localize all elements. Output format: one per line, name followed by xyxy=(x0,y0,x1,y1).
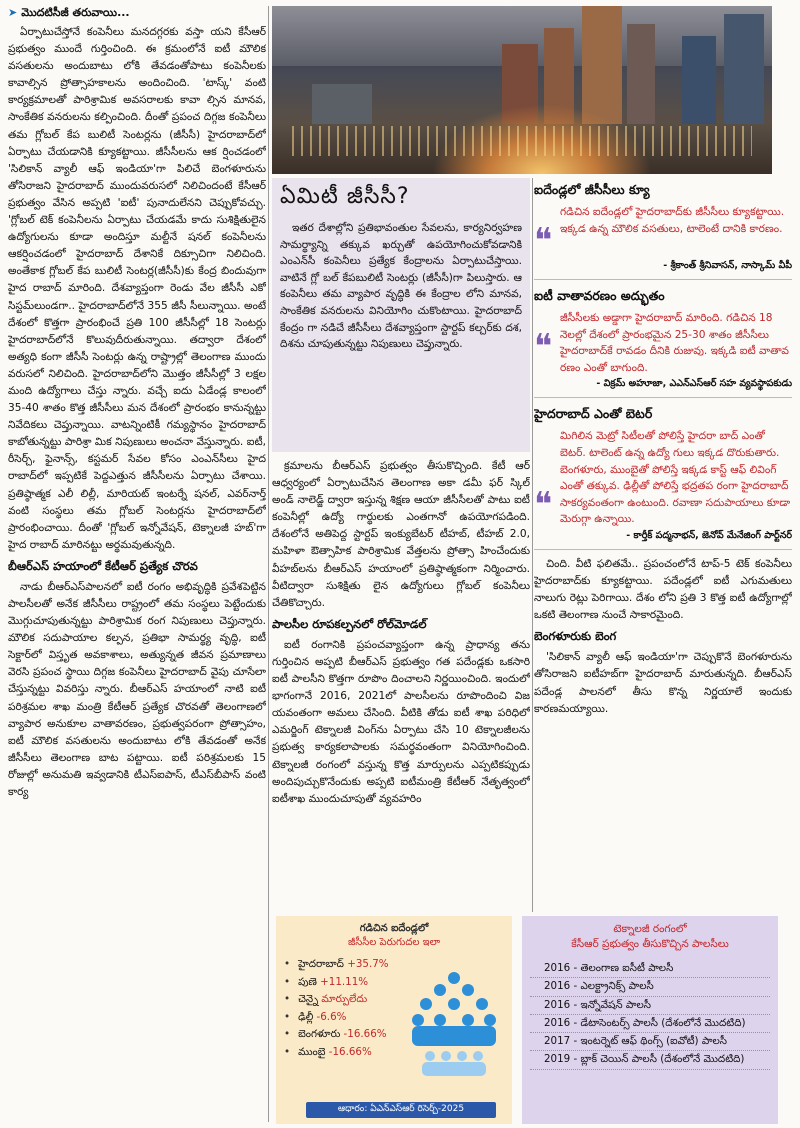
divider xyxy=(534,397,792,398)
quote-icon: ❝ xyxy=(534,327,553,367)
explainer-text: ఇతర దేశాల్లోని ప్రతిభావంతుల సేవలను, కార్యనిర్వహణ సామర్థ్యాన్ని తక్కువ ఖర్చుతో ఉపయోగించుకోవడానికి ఎంఎన్‌సీ కంపెనీలు ప్రత్యేక కేంద్రాలను ఏర్పాటుచేస్తాయి. వాటినే గ్లో బల్ కేపబులిటీ సెంటర్లు (జీసీసీ)గా పిలుస్తారు. ఆ కంపెనీలు తమ వ్యాపార వృద్ధికి ఈ కేంద్రాల లోని మానవ, సాంకేతిక వనరులను వినియోగిం చుకొంటాయి. హైదరాబాద్ కేంద్రం గా నడిచే జీసీసీలు దేశవ్యాప్తంగా స్టార్టప్ కల్చర్‌కు దశ, దిశను చూపుతున్నట్టు నిపుణులు చెప్తున్నారు. xyxy=(280,222,522,351)
quote-text: మిగిలిన మెట్రో సిటీలతో పోలిస్తే హైదరా బాద్ ఎంతో బెటర్. టాలెంట్ ఉన్న ఉద్యో గులు ఇక్కడ దొరుకుతారు. బెంగళూరు, ముంబైతో పోలిస్తే ఇక్కడ కాస్ట్ ఆఫ్ లివింగ్ ఎంతో తక్కువ. ఢిల్లీతో పోలిస్తే భద్రతప రంగా హైదరాబాద్ సాకర్యవంతంగా ఉంటుంది. రవాణా సదుపాయాలు కూడా మెరుగ్గా ఉన్నాయి. xyxy=(560,430,791,526)
quote-icon: ❝ xyxy=(534,485,553,526)
quote-text: గడిచిన ఐదేండ్లలో హైదరాబాద్‌కు జీసీసీలు క్యూకట్టాయి. ఇక్కడ ఉన్న మౌలిక వసతులు, టాలెంటే దానికి కారణం. xyxy=(560,206,785,235)
list-item: • ఢిల్లీ -6.6% xyxy=(284,1009,504,1027)
infographic-subtitle: జీసీసీల పెరుగుదల ఇలా xyxy=(347,937,441,948)
subheading: బెంగళూరుకు బెంగ xyxy=(534,629,617,644)
subheading: బీఆర్‌ఎస్ హయాంలో కేటీఆర్ ప్రత్యేక చొరవ xyxy=(8,558,198,573)
policies-title: టెక్నాలజీ రంగంలో xyxy=(613,923,687,935)
list-item: • పుణె +11.11% xyxy=(284,974,504,992)
people-crowd-icon xyxy=(410,968,498,1088)
article-column-2 xyxy=(272,458,530,913)
policies-subtitle: కేసీఆర్ ప్రభుత్వం తీసుకొచ్చిన పాలసీలు xyxy=(571,938,729,950)
photo-building xyxy=(682,36,716,124)
list-item: 2017 - ఇంటర్నెట్ ఆఫ్ థింగ్స్ (ఐవోటీ) పాలసీ xyxy=(530,1033,770,1051)
quote-block xyxy=(534,204,792,261)
source-label: ఆధారం: ఏఎన్‌ఎస్ఆర్ రిసెర్చ్-2025 xyxy=(306,1102,496,1118)
column-divider xyxy=(532,178,533,912)
list-item: 2016 - తెలంగాణ ఐసీటీ పాలసీ xyxy=(530,960,770,978)
list-item: • చెన్నై మార్పులేదు xyxy=(284,991,504,1009)
explainer-title: ఏమిటీ జీసీసీ? xyxy=(280,184,410,209)
quote-icon: ❝ xyxy=(534,221,553,261)
body-paragraph: నాడు బీఆర్‌ఎస్‌పాలనలో ఐటీ రంగం అభివృద్ధికి ప్రవేశపెట్టిన పాలసీలతో అనేక జీసీసీలు రాష్ట్రంలో తమ సంస్థలు పెట్టేందుకు మొగ్గుచూపుతున్నట్టు పారిశ్రామిక రంగ నిపుణులు చెప్తున్నారు. మౌలిక సదుపాయాల కల్పన, ప్రతిభా సామర్థ్య వృద్ధి, ఐటీ సెక్టార్‌లో విస్తృత అవకాశాలు, అత్యున్నత జీవన ప్రమాణాలు వెరసి ప్రపంచ స్థాయి దిగ్గజ కంపెనీలు హైదరాబాద్ వైపు చూసేలా చేస్తున్నట్టు వివరిస్తు న్నారు. బీఆర్‌ఎస్ హయాంలో నాటి ఐటీ పరిశ్రమల శాఖ మంత్రి కేటీఆర్ ప్రత్యేక చొరవతో తెలంగాణలో వ్యాపార అనుకూల వాతావరణం, ప్రభుత్వపరంగా ప్రోత్సాహం, ఐటీ మౌలిక వసతులను అందుబాటు లోకి తేవడంతో అనేక జీసీసీలు తెలంగాణ బాట పట్టాయి. ఐటీ పరిశ్రమలకు 15 రోజుల్లో అనుమతి ఇవ్వడానికి టీఎస్‌ఐపాస్, టీఎస్‌బీపాస్ వంటి కార్య xyxy=(8,580,266,799)
article-column-1 xyxy=(8,6,266,1124)
body-paragraph: క్రమాలను బీఆర్‌ఎస్ ప్రభుత్వం తీసుకొచ్చింది. కేటీ ఆర్ ఆధ్వర్యంలో ఏర్పాటుచేసిన తెలంగాణ అకా డమీ ఫర్ స్కిల్ అండ్ నాలెడ్జ్ ద్వారా ఇస్తున్న శిక్షణ ఆయా జీసీసీలతో పాటు ఐటీ కంపెనీల్లో ఉద్యో గార్థులకు ఎంతగానో ఉపయోగపడింది. దేశంలోనే అతిపెద్ద స్టార్టప్ ఇంక్యుబేటర్ టీహబ్, టీహబ్ 2.0, మహిళా ఔత్సాహిక పారిశ్రామిక వేత్తలను ప్రోత్సా హించేందుకు వీహబ్‌లను బీఆర్‌ఎస్ హయాంలో ప్రతిష్ఠాత్మకంగా నిర్మించారు. వీటిద్వారా సుశిక్షితు లైన ఉద్యోగులు గ్లోబల్ కంపెనీలు చేతికొచ్చారు. xyxy=(272,460,530,609)
body-paragraph: ఏర్పాటుచేస్తోనే కంపెనీలు మనదగ్గరకు వస్తా యని కేసీఆర్ ప్రభుత్వం ముందే గుర్తించింది. ఈ క్రమంలోనే ఐటీ మౌలిక వసతులను అందుబాటు లోకి తేవడంతోపాటు కంపెనీలకు కావాల్సిన ప్రోత్సాహకాలను అందించింది. 'టాస్క్' వంటి కార్యక్రమాలతో పారిశ్రామిక అవసరాలకు కావా ల్సిన మానవ, సాంకేతిక వనరులను కల్పించింది. దీంతో ప్రపంచ దిగ్గజ కంపెనీలు తమ గ్లోబల్ కేప బులిటీ సెంటర్లను (జీసీసీ) హైదరాబాద్‌లో ఏర్పాటు చేయడానికి క్యూకట్టాయి. జీసీసీలను ఆక ర్షించడంలో 'సిలికాన్ వ్యాలీ ఆఫ్ ఇండియా'గా పిలిచే బెంగళూరును తోసిరాజని హైదరాబాద్ ముందువరుసలో నిలిచిందంటే కేసీఆర్ ప్రభుత్వం వేసిన అప్పటి 'ఐటీ' పునాదులేనని చెప్పుకోవచ్చు. 'గ్లోబల్ టెక్ కంపెనీలను ఏర్పాటు చేయడమే కాదు సుశిక్షితులైన ఉద్యోగులను కూడా అందిస్తూ మల్టీనే షనల్ కంపెనీలను ఆకర్షించడంలో హైదరాబాద్ దేశానికే దిక్సూచిగా నిలిచింది. అంతేకాక గ్లోబల్ కేప బులిటీ సెంటర్ల(జీసీసీ)కు కేంద్ర బిందువుగా హైద రాబాద్ మారింది. దేశవ్యాప్తంగా రెండు వేల జీసీసీ ఎకో సిస్టమ్‌లుండగా.. హైదరాబాద్‌లోనే 355 జీసీ సీలున్నాయి. అంటే దేశంలో కొత్తగా ప్రారంభించే ప్రతి 100 జీసీసీల్లో 18 సెంటర్లు హైదరాబాద్‌లోనే కొలువుదీరుతున్నాయి. తద్వారా దేశంలో అత్యధి కంగా జీసీసీ సెంటర్లు ఉన్న రాష్ట్రాల్లో తెలంగాణ ముందు వరుసలో నిలిచింది. హైదరాబాద్‌లోని మొత్తం జీసీసీల్లో 3 లక్షల మంది ఉద్యోగాలు చేస్తు న్నారు. వచ్చే ఐదు ఏడేండ్ల కాలంలో 35-40 శాతం కొత్త జీసీసీలు మన దేశంలో ప్రారంభం కానున్నట్టు నివేదికలు చెప్తున్నాయి. వాటన్నింటికీ గమ్యస్థానం హైదరాబాద్ కాబోతున్నట్టు పారిశ్రా మిక నిపుణులు అంచనా వేస్తున్నారు. ఐటీ, రీసెర్చ్, ఫైనాన్స్, కస్టమర్ సేవల కోసం ఎంఎన్‌సీలు హైద రాబాద్‌లో ఇప్పటికే పెద్దఎత్తున జీసీసీలను ఏర్పాటు చేశాయి. ప్రతిష్ఠాత్మక ఎలీ లిల్లీ, మారియట్ ఇంటర్నే షనల్, ఎవర్‌నార్త్ వంటి సంస్థలు తమ గ్లోబల్ సెంటర్లను హైదరాబాద్‌లో ప్రారంభించాయి. దీంతో 'గ్లోబల్ ఇన్నోవేషన్, టెక్నాలజీ హబ్‌'గా హైద రాబాద్ మారినట్టు అర్థమవుతున్నది. xyxy=(8,26,266,551)
quote-heading: ఐటీ వాతావరణం అద్భుతం xyxy=(534,288,665,303)
body-paragraph: చింది. వీటి ఫలితమే.. ప్రపంచంలోనే టాప్-5 టెక్ కంపెనీలు హైదరాబాద్‌కు క్యూకట్టాయి. పదేండ్లలో ఐటీ ఎగుమతులు నాలుగు రెట్లు పెరిగాయి. దేశం లోని ప్రతి 3 కొత్త ఐటీ ఉద్యోగాల్లో ఒకటి తెలంగాణ నుంచే సాకారమైంది. xyxy=(534,557,792,622)
continuation-kicker xyxy=(8,6,266,22)
body-paragraph: ఐటీ రంగానికి ప్రపంచవ్యాప్తంగా ఉన్న ప్రాధాన్య తను గుర్తించిన అప్పటి బీఆర్‌ఎస్ ప్రభుత్వం గత పదేండ్లకు ఒకసారి ఐటీ పాలసీని కొత్తగా రూపొం దించాలని నిర్ణయించింది. ఇందులో భాగంగానే 2016, 2021లో పాలసీలను రూపొందించి విజ యవంతంగా అమలు చేసింది. వీటికి తోడు ఐటీ శాఖ పరిధిలో ఎమర్జింగ్ టెక్నాలజీ వింగ్‌ను ఏర్పాటు చేసి 10 టెక్నాలజీలను ప్రభుత్వ కార్యకలాపాలకు సమర్థవంతంగా వినియోగించింది. టెక్నాలజీ రంగంలో వస్తున్న కొత్త మార్పులను ఎప్పటికప్పుడు అందిపుచ్చుకొనేందుకు అప్పటి ఐటీమంత్రి కేటీఆర్ నేతృత్వంలో ఐటీశాఖ ముందుచూపుతో వ్యవహరిం xyxy=(272,638,530,805)
photo-building xyxy=(312,84,372,124)
quote-text: జీసీసీలకు అడ్డాగా హైదరాబాద్ మారింది. గడిచిన 18 నెలల్లో దేశంలో ప్రారంభమైన 25-30 శాతం జీసీసీలు హైదరాబాద్‌కే రావడం దీనికి రుజువు. ఇక్కడి ఐటీ వాతావ రణం ఎంతో బాగుంది. xyxy=(560,312,789,374)
body-paragraph: 'సిలికాన్ వ్యాలీ ఆఫ్ ఇండియా'గా చెప్పుకొనే బెంగళూరును తోసిరాజని ఐటీహబ్‌గా హైదరాబాద్ మారుతున్నది. బీఆర్‌ఎస్ పదేండ్ల పాలనలో తీసు కొన్న నిర్ణయాలే ఇందుకు కారణమయ్యాయి. xyxy=(534,651,792,715)
list-item: 2016 - ఎలక్ట్రానిక్స్ పాలసీ xyxy=(530,978,770,996)
policies-box xyxy=(522,916,778,1124)
list-item: • హైదరాబాద్ +35.7% xyxy=(284,956,504,974)
quote-author: - కార్తీక్ పద్మనాభన్, జెనోవ్ మేనేజింగ్ పార్ట్‌నర్ xyxy=(626,529,792,541)
arrow-icon: ➤ xyxy=(8,6,18,19)
policies-list xyxy=(530,960,770,1070)
gcc-growth-infographic xyxy=(276,916,512,1124)
list-item: • బెంగళూరు -16.66% xyxy=(284,1026,504,1044)
quote-block xyxy=(534,310,792,376)
quote-block xyxy=(534,428,792,528)
quote-heading: హైదరాబాద్ ఎంతో బెటర్ xyxy=(534,406,653,422)
quote-author: - శ్రీకాంత్ శ్రీనివాసన్, నాస్కామ్ వీపీ xyxy=(663,260,792,271)
city-night-photo xyxy=(272,6,772,174)
divider xyxy=(534,549,792,550)
list-item: 2019 - బ్లాక్ చెయిన్ పాలసీ (దేశంలోనే మొదటిది) xyxy=(530,1051,770,1069)
divider xyxy=(534,279,792,280)
list-item: • ముంబై -16.66% xyxy=(284,1044,504,1062)
subheading: పాలసీల రూపకల్పనలో రోల్‌మోడల్ xyxy=(272,616,427,631)
kicker-text: మొదటిసీజీ తరువాయి... xyxy=(21,6,130,19)
explainer-box xyxy=(272,178,530,452)
list-item: 2016 - డేటాసెంటర్స్ పాలసీ (దేశంలోనే మొదటిది) xyxy=(530,1015,770,1033)
photo-lights xyxy=(292,126,752,156)
photo-building xyxy=(724,14,764,124)
quote-author: - విక్రమ్ అహూజా, ఎఎన్‌ఎస్ఆర్ సహ వ్యవస్థాపకుడు xyxy=(596,378,792,390)
list-item: 2016 - ఇన్నోవేషన్ పాలసీ xyxy=(530,997,770,1015)
column-divider xyxy=(268,6,269,1122)
article-column-3 xyxy=(534,180,792,913)
quote-heading: ఐదేండ్లలో జీసీసీలు క్యూ xyxy=(534,182,650,197)
infographic-title: గడిచిన ఐదేండ్లలో xyxy=(359,923,429,934)
